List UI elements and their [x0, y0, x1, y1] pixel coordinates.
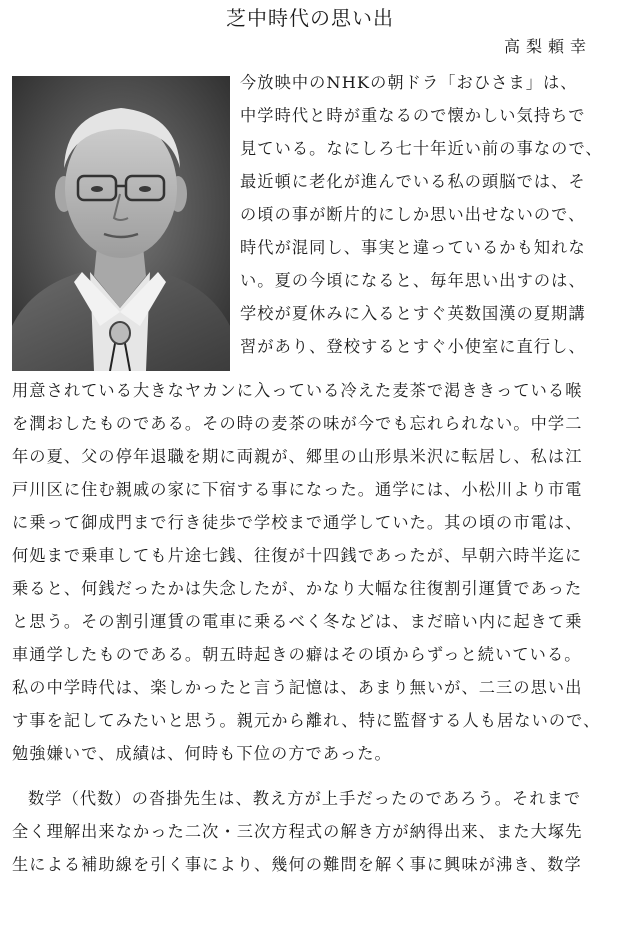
paragraph1-full-line: 何処まで乗車しても片途七銭、往復が十四銭であったが、早朝六時半迄に [12, 546, 583, 565]
paragraph1-side-line: 学校が夏休みに入るとすぐ英数国漢の夏期講 [240, 304, 586, 323]
article-author: 高梨頼幸 [503, 37, 592, 56]
paragraph1-side-line: 時代が混同し、事実と違っているかも知れな [240, 238, 586, 257]
paragraph1-full-line: と思う。その割引運賃の電車に乗るべく冬などは、まだ暗い内に起きて乗 [12, 612, 583, 631]
paragraph2-line: 生による補助線を引く事により、幾何の難問を解く事に興味が沸き、数学 [12, 855, 582, 874]
paragraph1-full-line: 勉強嫌いで、成績は、何時も下位の方であった。 [12, 744, 392, 763]
paragraph1-full-line: 私の中学時代は、楽しかったと言う記憶は、あまり無いが、二三の思い出 [12, 678, 583, 697]
article-title: 芝中時代の思い出 [226, 6, 394, 30]
paragraph1-full-line: 戸川区に住む親戚の家に下宿する事になった。通学には、小松川より市電 [12, 480, 583, 499]
paragraph1-side-line: の頃の事が断片的にしか思い出せないので、 [240, 205, 586, 224]
paragraph1-side-line: い。夏の今頃になると、毎年思い出すのは、 [240, 271, 586, 290]
paragraph1-full-line: 用意されている大きなヤカンに入っている冷えた麦茶で渇ききっている喉 [12, 381, 583, 400]
portrait-photo [12, 76, 230, 371]
paragraph1-side-line: 最近頓に老化が進んでいる私の頭脳では、そ [240, 172, 586, 191]
paragraph1-side-line: 見ている。なにしろ七十年近い前の事なので、 [240, 139, 603, 158]
paragraph1-full-line: に乗って御成門まで行き徒歩で学校まで通学していた。其の頃の市電は、 [12, 513, 583, 532]
paragraph1-full-line: 乗ると、何銭だったかは失念したが、かなり大幅な往復割引運賃であった [12, 579, 583, 598]
paragraph1-full-line: す事を記してみたいと思う。親元から離れ、特に監督する人も居ないので、 [12, 711, 601, 730]
paragraph1-side-line: 今放映中のNHKの朝ドラ「おひさま」は、 [240, 73, 578, 92]
paragraph1-full-line: 車通学したものである。朝五時起きの癖はその頃からずっと続いている。 [12, 645, 582, 664]
paragraph2-line: 数学（代数）の沓掛先生は、教え方が上手だったのであろう。それまで [28, 789, 582, 808]
paragraph1-full-line: を潤おしたものである。その時の麦茶の味が今でも忘れられない。中学二 [12, 414, 583, 433]
paragraph2-line: 全く理解出来なかった二次・三次方程式の解き方が納得出来、また大塚先 [12, 822, 583, 841]
paragraph1-side-line: 中学時代と時が重なるので懐かしい気持ちで [240, 106, 586, 125]
paragraph1-side-line: 習があり、登校するとすぐ小使室に直行し、 [240, 337, 586, 356]
paragraph1-full-line: 年の夏、父の停年退職を期に両親が、郷里の山形県米沢に転居し、私は江 [12, 447, 583, 466]
